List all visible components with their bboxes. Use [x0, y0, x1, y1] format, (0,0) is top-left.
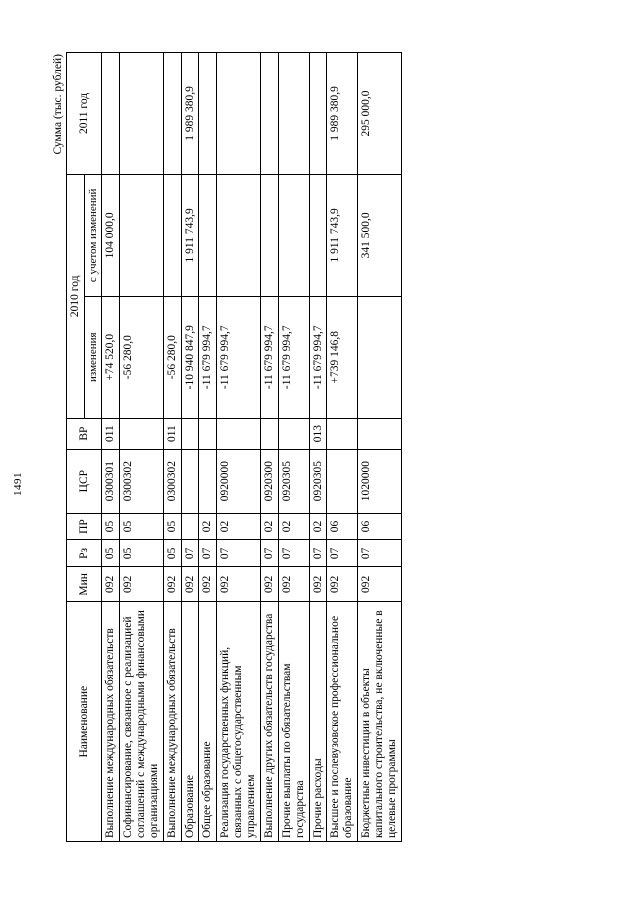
- cell-name: Выполнение международных обязательств: [163, 602, 181, 842]
- cell-year-2011: [199, 53, 217, 175]
- cell-rz: 07: [358, 540, 402, 567]
- document-body: [52, 52, 402, 842]
- sum-caption: Сумма (тыс. рублей): [52, 54, 64, 155]
- cell-changes: -11 679 994,7: [278, 296, 309, 418]
- cell-pr: 06: [327, 513, 358, 540]
- table-row: [309, 53, 327, 842]
- cell-min: 092: [120, 567, 164, 602]
- cell-changes: -11 679 994,7: [217, 296, 261, 418]
- cell-changes: -11 679 994,7: [260, 296, 278, 418]
- cell-csr: 0300302: [120, 449, 164, 513]
- cell-name: Бюджетные инвестиции в объекты капитального строительства, не включенные в целевые программы: [358, 602, 402, 842]
- cell-year-2011: [120, 53, 164, 175]
- column-header-changes: изменения: [84, 296, 101, 418]
- cell-min: 092: [102, 567, 120, 602]
- cell-pr: 02: [199, 513, 217, 540]
- cell-csr: 0300301: [102, 449, 120, 513]
- cell-vr: [278, 418, 309, 449]
- cell-rz: 05: [120, 540, 164, 567]
- column-header-name: Наименование: [67, 602, 102, 842]
- cell-rz: 05: [102, 540, 120, 567]
- column-header-csr: ЦСР: [67, 449, 102, 513]
- cell-min: 092: [309, 567, 327, 602]
- table-row: [181, 53, 199, 842]
- cell-year-2011: [163, 53, 181, 175]
- cell-min: 092: [260, 567, 278, 602]
- cell-min: 092: [278, 567, 309, 602]
- cell-with-changes: [217, 174, 261, 296]
- cell-with-changes: [120, 174, 164, 296]
- cell-csr: 0920305: [278, 449, 309, 513]
- cell-min: 092: [217, 567, 261, 602]
- table-row: [327, 53, 358, 842]
- cell-vr: [181, 418, 199, 449]
- cell-vr: [120, 418, 164, 449]
- cell-csr: 1020000: [358, 449, 402, 513]
- column-header-year-2010: 2010 год: [67, 174, 85, 418]
- table-row: [217, 53, 261, 842]
- cell-changes: -56 280,0: [120, 296, 164, 418]
- cell-name: Выполнение международных обязательств: [102, 602, 120, 842]
- cell-year-2011: [260, 53, 278, 175]
- cell-csr: [181, 449, 199, 513]
- cell-with-changes: [199, 174, 217, 296]
- cell-pr: 02: [260, 513, 278, 540]
- cell-pr: 02: [309, 513, 327, 540]
- cell-rz: 07: [260, 540, 278, 567]
- cell-rz: 07: [327, 540, 358, 567]
- cell-min: 092: [199, 567, 217, 602]
- cell-name: Общее образование: [199, 602, 217, 842]
- cell-vr: [199, 418, 217, 449]
- cell-with-changes: [163, 174, 181, 296]
- cell-name: Высшее и послевузовское профессиональное образование: [327, 602, 358, 842]
- cell-changes: +74 520,0: [102, 296, 120, 418]
- table-header: [67, 53, 102, 842]
- cell-pr: 02: [278, 513, 309, 540]
- table-row: [260, 53, 278, 842]
- table-body: [102, 53, 402, 842]
- cell-vr: [358, 418, 402, 449]
- cell-vr: 013: [309, 418, 327, 449]
- table-row: [278, 53, 309, 842]
- cell-with-changes: 104 000,0: [102, 174, 120, 296]
- column-header-min: Мин: [67, 567, 102, 602]
- column-header-with-changes: с учетом изменений: [84, 174, 101, 296]
- cell-pr: 02: [217, 513, 261, 540]
- column-header-rz: Рз: [67, 540, 102, 567]
- cell-year-2011: 1 989 380,9: [181, 53, 199, 175]
- cell-vr: 011: [102, 418, 120, 449]
- page-number: 1491: [12, 472, 24, 496]
- cell-csr: [199, 449, 217, 513]
- table-row: [358, 53, 402, 842]
- cell-year-2011: [278, 53, 309, 175]
- cell-name: Прочие выплаты по обязательствам государства: [278, 602, 309, 842]
- table-row: [199, 53, 217, 842]
- cell-changes: -11 679 994,7: [199, 296, 217, 418]
- cell-year-2011: [102, 53, 120, 175]
- cell-with-changes: 1 911 743,9: [181, 174, 199, 296]
- cell-changes: [358, 296, 402, 418]
- cell-name: Образование: [181, 602, 199, 842]
- table-header-row-1: [67, 53, 85, 842]
- cell-changes: +739 146,8: [327, 296, 358, 418]
- cell-with-changes: [278, 174, 309, 296]
- cell-changes: -11 679 994,7: [309, 296, 327, 418]
- table-row: [102, 53, 120, 842]
- cell-csr: 0920000: [217, 449, 261, 513]
- cell-csr: 0920300: [260, 449, 278, 513]
- column-header-year-2011: 2011 год: [67, 53, 102, 175]
- table-row: [163, 53, 181, 842]
- column-header-vr: ВР: [67, 418, 102, 449]
- cell-pr: 06: [358, 513, 402, 540]
- cell-changes: -10 940 847,9: [181, 296, 199, 418]
- cell-pr: 05: [102, 513, 120, 540]
- cell-vr: 011: [163, 418, 181, 449]
- cell-year-2011: [217, 53, 261, 175]
- cell-csr: 0300302: [163, 449, 181, 513]
- cell-rz: 07: [217, 540, 261, 567]
- cell-rz: 07: [309, 540, 327, 567]
- cell-changes: -56 280,0: [163, 296, 181, 418]
- cell-with-changes: 341 500,0: [358, 174, 402, 296]
- cell-csr: [327, 449, 358, 513]
- cell-name: Выполнение других обязательств государства: [260, 602, 278, 842]
- cell-year-2011: 295 000,0: [358, 53, 402, 175]
- cell-vr: [327, 418, 358, 449]
- cell-rz: 05: [163, 540, 181, 567]
- cell-name: Реализация государственных функций, связанных с общегосударственным управлением: [217, 602, 261, 842]
- cell-pr: [181, 513, 199, 540]
- cell-min: 092: [358, 567, 402, 602]
- cell-pr: 05: [120, 513, 164, 540]
- cell-min: 092: [327, 567, 358, 602]
- table-row: [120, 53, 164, 842]
- cell-name: Софинансирование, связанное с реализацией соглашений с международными финансовыми организациями: [120, 602, 164, 842]
- cell-min: 092: [181, 567, 199, 602]
- cell-rz: 07: [278, 540, 309, 567]
- cell-year-2011: [309, 53, 327, 175]
- budget-table: [66, 52, 402, 842]
- cell-min: 092: [163, 567, 181, 602]
- cell-with-changes: [260, 174, 278, 296]
- cell-rz: 07: [181, 540, 199, 567]
- cell-vr: [217, 418, 261, 449]
- cell-with-changes: 1 911 743,9: [327, 174, 358, 296]
- cell-pr: 05: [163, 513, 181, 540]
- cell-name: Прочие расходы: [309, 602, 327, 842]
- cell-rz: 07: [199, 540, 217, 567]
- cell-year-2011: 1 989 380,9: [327, 53, 358, 175]
- cell-with-changes: [309, 174, 327, 296]
- column-header-pr: ПР: [67, 513, 102, 540]
- cell-vr: [260, 418, 278, 449]
- cell-csr: 0920305: [309, 449, 327, 513]
